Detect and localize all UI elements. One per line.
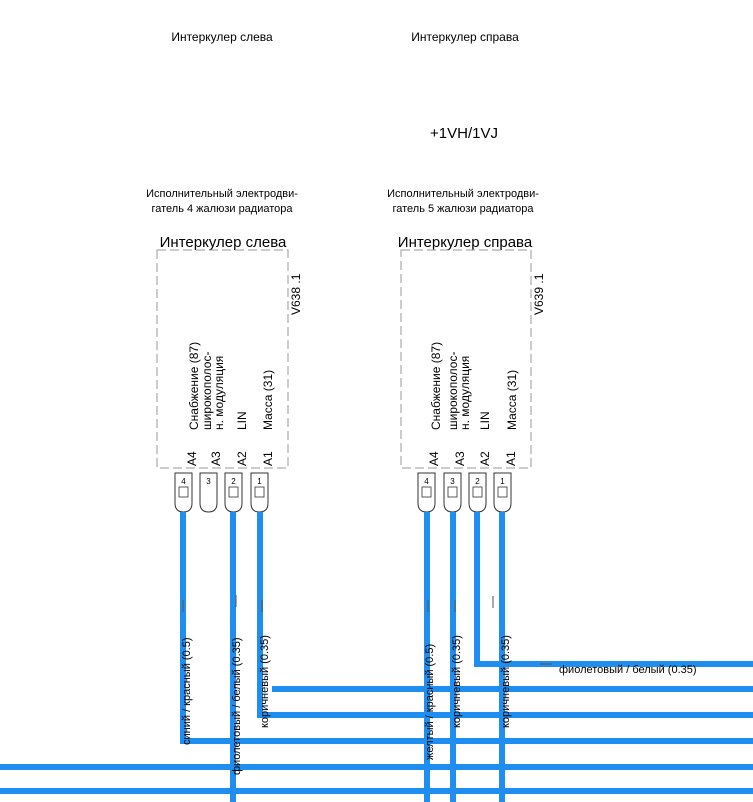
component-description-line2: гатель 5 жалюзи радиатора — [392, 203, 534, 215]
pin-label-ground: Масса (31) — [261, 369, 275, 430]
variant-code: +1VH/1VJ — [430, 125, 498, 142]
pin-id-a1: A1 — [504, 451, 518, 466]
wire-label-left-a2: фиолетовый / белый (0.35) — [231, 637, 243, 775]
component-name: Интеркулер слева — [159, 234, 287, 251]
terminal-1 — [494, 473, 511, 512]
svg-text:1: 1 — [257, 477, 262, 486]
pin-label-lin: LIN — [235, 411, 249, 430]
pin-id-a3: A3 — [453, 451, 467, 466]
left-intercooler-heading: Интеркулер слева — [171, 30, 273, 44]
pin-label-lin: LIN — [478, 411, 492, 430]
terminal-2 — [469, 473, 486, 512]
component-code: V638 .1 — [289, 273, 303, 315]
svg-text:1: 1 — [500, 477, 505, 486]
svg-text:4: 4 — [181, 477, 186, 486]
pin-label-supply: Снабжение (87) — [187, 341, 201, 430]
wire-right-a2 — [477, 512, 753, 664]
component-v638 — [146, 188, 303, 512]
wire-label-right-a4: желтый / красный (0.5) — [424, 643, 436, 760]
pin-id-a3: A3 — [209, 451, 223, 466]
pin-id-a4: A4 — [185, 451, 199, 466]
wires — [0, 512, 753, 802]
pin-label-pwm-line2: н. модуляция — [212, 355, 226, 430]
pin-label-ground: Масса (31) — [505, 369, 519, 430]
wire-label-right-a1: коричневый (0.35) — [500, 635, 512, 728]
svg-text:3: 3 — [206, 477, 211, 486]
wire-label-left-a4: синий / красный (0.5) — [181, 637, 193, 745]
pin-id-a1: A1 — [261, 451, 275, 466]
wire-label-right-a2: фиолетовый / белый (0.35) — [559, 664, 697, 676]
wire-label-left-a1: коричневый (0.35) — [259, 635, 271, 728]
svg-text:3: 3 — [450, 477, 455, 486]
component-v639 — [387, 188, 546, 512]
svg-text:2: 2 — [475, 477, 480, 486]
terminal-3 — [200, 473, 217, 512]
wire-label-right-a3: коричневый (0.35) — [451, 635, 463, 728]
terminal-3 — [444, 473, 461, 512]
pin-label-pwm-line1: широкополос- — [446, 351, 460, 430]
pin-id-a2: A2 — [478, 451, 492, 466]
pin-label-pwm-line2: н. модуляция — [458, 355, 472, 430]
terminal-1 — [251, 473, 268, 512]
pin-label-supply: Снабжение (87) — [429, 341, 443, 430]
component-description-line2: гатель 4 жалюзи радиатора — [151, 203, 293, 215]
svg-text:4: 4 — [424, 477, 429, 486]
terminal-4 — [418, 473, 435, 512]
pin-id-a2: A2 — [235, 451, 249, 466]
pin-label-pwm-line1: широкополос- — [200, 351, 214, 430]
component-code: V639 .1 — [532, 273, 546, 315]
right-intercooler-heading: Интеркулер справа — [411, 30, 519, 44]
svg-text:2: 2 — [231, 477, 236, 486]
terminal-2 — [225, 473, 242, 512]
terminal-4 — [175, 473, 192, 512]
component-description-line1: Исполнительный электродви- — [387, 188, 539, 200]
component-name: Интеркулер справа — [397, 234, 533, 251]
component-description-line1: Исполнительный электродви- — [146, 188, 298, 200]
pin-id-a4: A4 — [427, 451, 441, 466]
